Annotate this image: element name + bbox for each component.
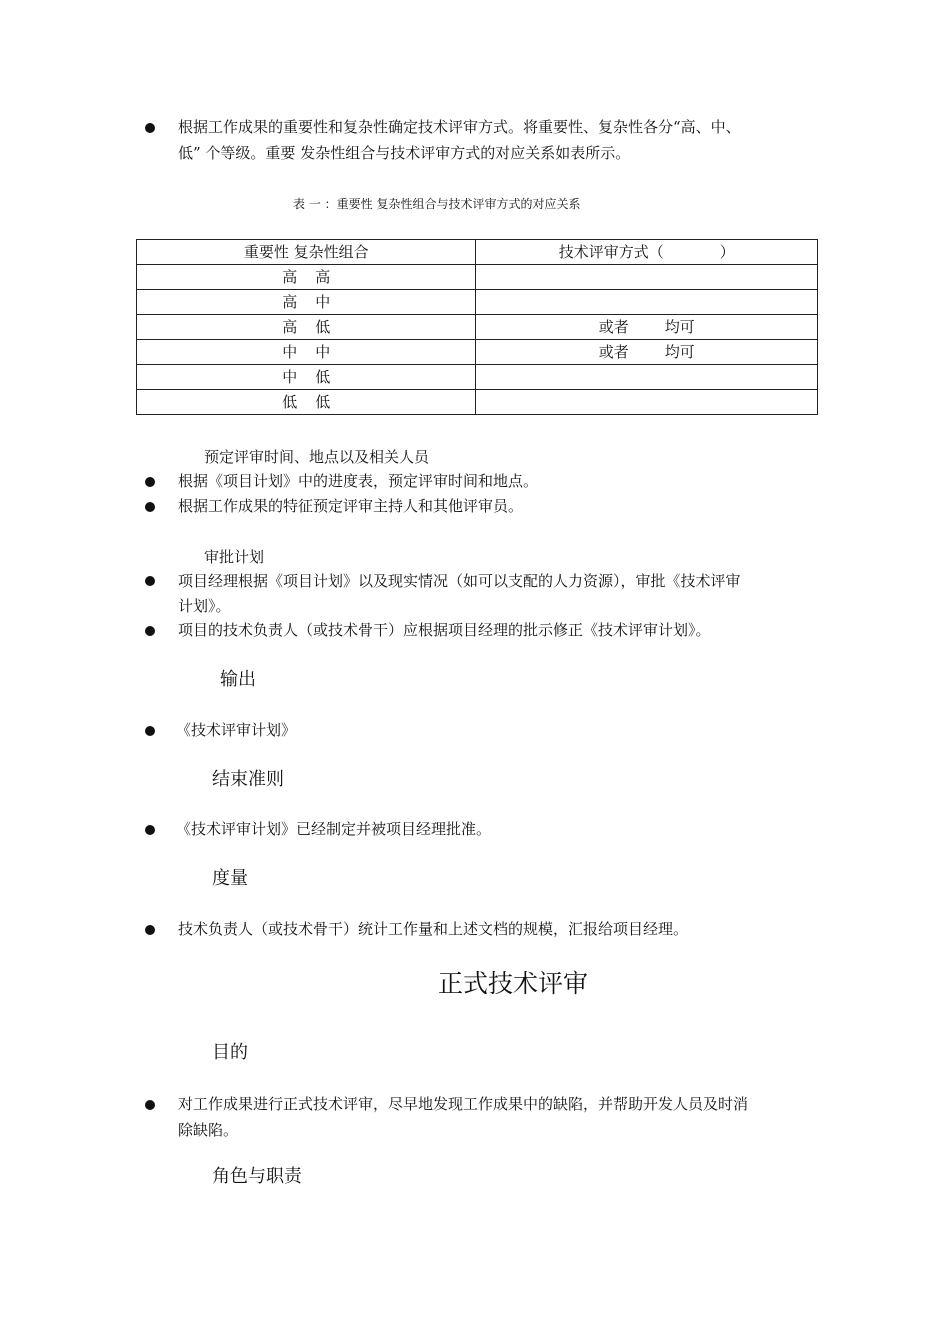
method-text: 均可 xyxy=(664,318,695,336)
method-cell xyxy=(476,290,818,315)
measurement-item: 技术负责人（或技术骨干）统计工作量和上述文档的规模，汇报给项目经理。 xyxy=(178,920,689,938)
schedule-item: 根据工作成果的特征预定评审主持人和其他评审员。 xyxy=(178,497,524,515)
schedule-item: 根据《项目计划》中的进度表，预定评审时间和地点。 xyxy=(178,472,539,490)
combination-cell xyxy=(137,390,476,415)
importance-value: 高 xyxy=(282,318,298,336)
measurement-heading: 度量 xyxy=(212,868,248,889)
method-cell xyxy=(476,365,818,390)
purpose-line1: 对工作成果进行正式技术评审，尽早地发现工作成果中的缺陷，并帮助开发人员及时消 xyxy=(178,1095,749,1113)
table-row xyxy=(137,390,818,415)
header-method-suffix: ） xyxy=(719,243,735,261)
intro-bullet-line1: 根据工作成果的重要性和复杂性确定技术评审方式。将重要性、复杂性各分“高、中、 xyxy=(178,118,741,136)
complexity-value: 低 xyxy=(315,368,331,386)
importance-complexity-table xyxy=(136,239,818,415)
complexity-value: 低 xyxy=(315,393,331,411)
approval-item2: 项目的技术负责人（或技术骨干）应根据项目经理的批示修正《技术评审计划》。 xyxy=(178,621,711,639)
importance-value: 低 xyxy=(282,393,298,411)
output-heading: 输出 xyxy=(220,669,256,690)
combination-cell xyxy=(137,290,476,315)
bullet-dot xyxy=(145,825,155,835)
combination-cell xyxy=(137,315,476,340)
table-row xyxy=(137,290,818,315)
complexity-value: 高 xyxy=(315,268,331,286)
bullet-dot xyxy=(145,123,155,133)
bullet-dot xyxy=(145,1100,155,1110)
exit-criteria-heading: 结束准则 xyxy=(212,769,284,790)
purpose-line2: 除缺陷。 xyxy=(178,1121,239,1139)
bullet-dot xyxy=(145,925,155,935)
method-cell xyxy=(476,340,818,365)
bullet-dot xyxy=(145,502,155,512)
table-row xyxy=(137,365,818,390)
bullet-dot xyxy=(145,626,155,636)
approval-item1-line2: 计划》。 xyxy=(178,597,231,615)
schedule-heading: 预定评审时间、地点以及相关人员 xyxy=(204,448,430,466)
method-cell xyxy=(476,315,818,340)
approval-heading: 审批计划 xyxy=(204,548,265,566)
table-header-left xyxy=(137,240,476,265)
header-combination-label: 重要性 复杂性组合 xyxy=(243,243,369,261)
bullet-dot xyxy=(145,576,155,586)
importance-value: 中 xyxy=(282,343,298,361)
combination-cell xyxy=(137,265,476,290)
complexity-value: 低 xyxy=(315,318,331,336)
header-method-prefix: 技术评审方式（ xyxy=(558,243,664,261)
bullet-dot xyxy=(145,477,155,487)
purpose-heading: 目的 xyxy=(212,1042,248,1063)
method-cell xyxy=(476,390,818,415)
table-row xyxy=(137,315,818,340)
method-cell xyxy=(476,265,818,290)
importance-value: 高 xyxy=(282,268,298,286)
formal-review-title: 正式技术评审 xyxy=(438,969,589,998)
table-caption: 表 一 ：重要性 复杂性组合与技术评审方式的对应关系 xyxy=(293,197,581,211)
approval-item1-line1: 项目经理根据《项目计划》以及现实情况（如可以支配的人力资源），审批《技术评审 xyxy=(178,572,741,590)
method-text: 或者 xyxy=(598,318,629,336)
output-item: 《技术评审计划》 xyxy=(176,721,297,739)
method-text: 或者 xyxy=(598,343,629,361)
exit-criteria-item: 《技术评审计划》已经制定并被项目经理批准。 xyxy=(176,820,492,838)
table-row xyxy=(137,340,818,365)
table-header-row xyxy=(137,240,818,265)
combination-cell xyxy=(137,340,476,365)
complexity-value: 中 xyxy=(315,343,331,361)
complexity-value: 中 xyxy=(315,293,331,311)
intro-bullet-line2: 低” 个等级。重要 发杂性组合与技术评审方式的对应关系如表所示。 xyxy=(178,144,631,162)
method-text: 均可 xyxy=(664,343,695,361)
table-row xyxy=(137,265,818,290)
importance-value: 中 xyxy=(282,368,298,386)
bullet-dot xyxy=(145,726,155,736)
roles-heading: 角色与职责 xyxy=(212,1166,302,1187)
combination-cell xyxy=(137,365,476,390)
table-header-right xyxy=(476,240,818,265)
importance-value: 高 xyxy=(282,293,298,311)
